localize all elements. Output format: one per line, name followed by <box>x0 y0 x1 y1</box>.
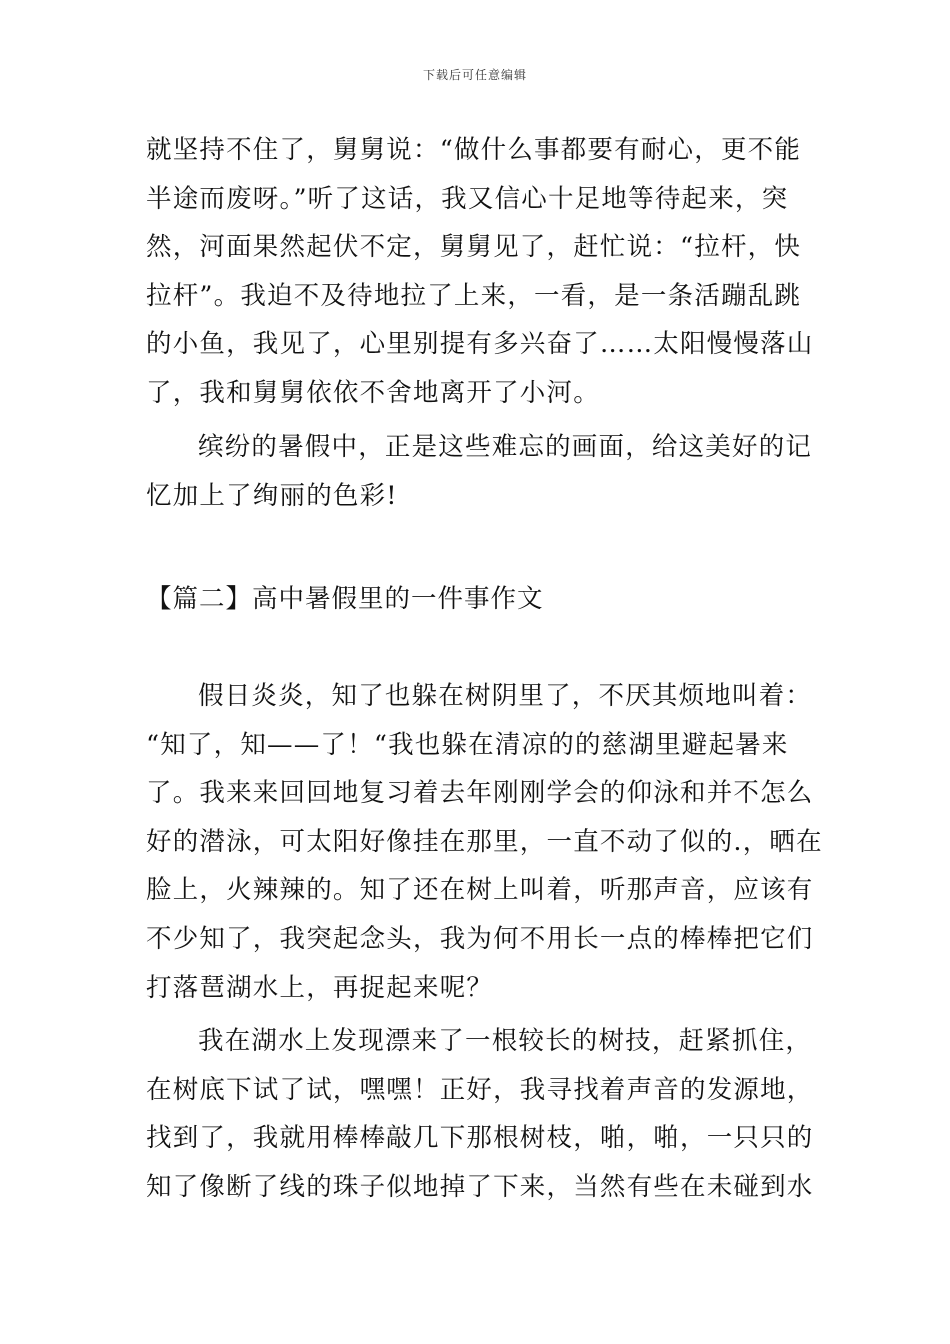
paragraph-line: 知了像断了线的珠子似地掉了下来，当然有些在未碰到水 <box>146 1171 814 1202</box>
paragraph-line: 找到了，我就用棒棒敲几下那根树枝，啪，啪，一只只的 <box>146 1123 814 1154</box>
paragraph-line: 不少知了，我突起念头，我为何不用长一点的棒棒把它们 <box>146 923 814 954</box>
paragraph-line: 脸上，火辣辣的。知了还在树上叫着，听那声音，应该有 <box>146 875 814 906</box>
paragraph-fishing-story <box>146 126 814 418</box>
paragraph-conclusion <box>146 423 813 520</box>
paragraph-line: 缤纷的暑假中，正是这些难忘的画面，给这美好的记 <box>198 432 813 462</box>
paragraph-line: 然，河面果然起伏不定，舅舅见了，赶忙说：“拉杆，快 <box>146 232 802 263</box>
paragraph-line: 假日炎炎，知了也躲在树阴里了，不厌其烦地叫着： <box>198 681 813 711</box>
paragraph-line: 忆加上了绚丽的色彩! <box>146 480 398 511</box>
paragraph-line: 我在湖水上发现漂来了一根较长的树技，赶紧抓住， <box>198 1026 813 1056</box>
paragraph-line: 的小鱼，我见了，心里别提有多兴奋了……太阳慢慢落山 <box>146 329 814 360</box>
paragraph-line: 了。我来来回回地复习着去年刚刚学会的仰泳和并不怎么 <box>146 778 814 809</box>
paragraph-line: 半途而废呀。”听了这话，我又信心十足地等待起来，突 <box>146 183 789 214</box>
paragraph-summer-heat <box>146 672 823 1012</box>
paragraph-line: 打落琶湖水上，再捉起来呢？ <box>146 972 494 1003</box>
paragraph-line: 拉杆”。我迫不及待地拉了上来，一看，是一条活蹦乱跳 <box>146 280 802 311</box>
paragraph-catching-cicadas <box>146 1017 814 1211</box>
paragraph-line: 在树底下试了试，嘿嘿！正好，我寻找着声音的发源地， <box>146 1074 814 1105</box>
paragraph-line: 就坚持不住了，舅舅说：“做什么事都要有耐心，更不能 <box>146 135 802 165</box>
paragraph-line: 了，我和舅舅依依不舍地离开了小河。 <box>146 377 600 408</box>
page-header: 下载后可任意编辑 <box>422 68 527 82</box>
paragraph-line: 好的潜泳，可太阳好像挂在那里，一直不动了似的.，晒在 <box>146 826 823 857</box>
paragraph-line: “知了，知——了！“我也躲在清凉的的慈湖里避起暑来 <box>146 729 789 760</box>
section-heading: 【篇二】高中暑假里的一件事作文 <box>146 584 544 614</box>
